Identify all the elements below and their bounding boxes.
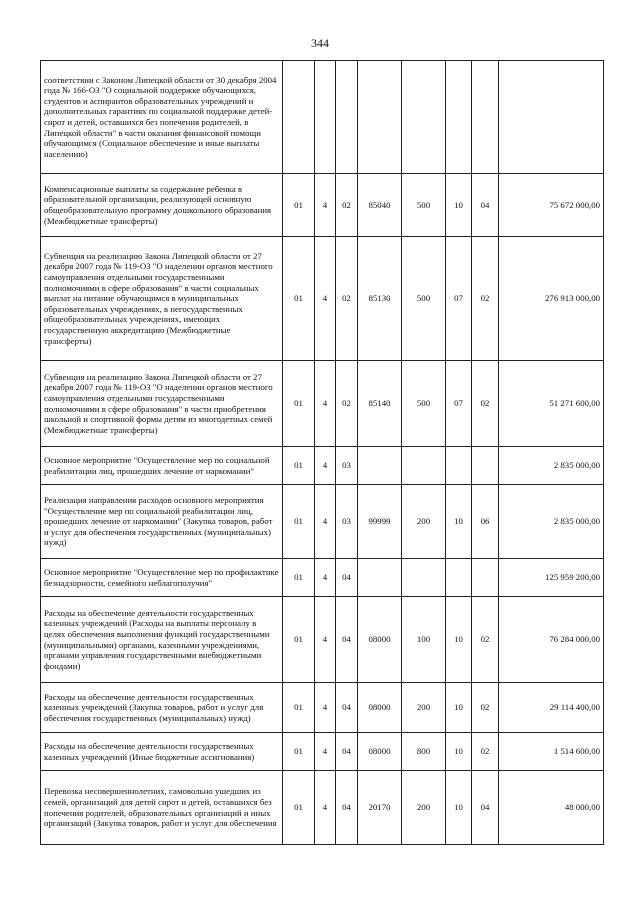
row-description: Основное мероприятие "Осуществление мер по социальной реабилитации лиц, прошедших лечение от наркомании" <box>41 447 283 485</box>
table-row <box>41 597 604 683</box>
expense-type-code: 500 <box>402 174 446 237</box>
program-code: 01 <box>283 447 315 485</box>
subsection-code: 02 <box>472 733 499 771</box>
table-row <box>41 61 604 174</box>
activity-code: 03 <box>336 447 358 485</box>
expense-type-code: 800 <box>402 733 446 771</box>
section-code <box>446 447 472 485</box>
section-code: 07 <box>446 237 472 361</box>
row-description: Расходы на обеспечение деятельности государственных казенных учреждений (Иные бюджетные ассигнования) <box>41 733 283 771</box>
amount-value: 2 835 000,00 <box>499 485 604 559</box>
table-row <box>41 733 604 771</box>
section-code: 10 <box>446 683 472 733</box>
subsection-code: 04 <box>472 174 499 237</box>
amount-value: 29 114 400,00 <box>499 683 604 733</box>
amount-value <box>499 61 604 174</box>
amount-value: 48 000,00 <box>499 771 604 845</box>
subprogram-code: 4 <box>315 733 336 771</box>
expense-type-code: 500 <box>402 361 446 447</box>
table-row <box>41 447 604 485</box>
subsection-code: 02 <box>472 237 499 361</box>
expense-type-code: 100 <box>402 597 446 683</box>
activity-code: 04 <box>336 683 358 733</box>
activity-code: 02 <box>336 174 358 237</box>
amount-value: 1 514 600,00 <box>499 733 604 771</box>
program-code: 01 <box>283 237 315 361</box>
activity-code: 03 <box>336 485 358 559</box>
table-row <box>41 559 604 597</box>
activity-code: 04 <box>336 559 358 597</box>
section-code: 10 <box>446 485 472 559</box>
subprogram-code: 4 <box>315 447 336 485</box>
program-code: 01 <box>283 361 315 447</box>
subprogram-code: 4 <box>315 559 336 597</box>
subprogram-code: 4 <box>315 361 336 447</box>
section-code <box>446 61 472 174</box>
expense-type-code: 200 <box>402 771 446 845</box>
subsection-code: 02 <box>472 597 499 683</box>
row-description: Реализация направления расходов основного мероприятия "Осуществление мер по социальной реабилитации лиц, прошедших лечение от наркомании" (Закупка товаров, работ и услуг для обеспечения государственных (муниципальных) нужд) <box>41 485 283 559</box>
activity-code: 04 <box>336 733 358 771</box>
expense-type-code: 500 <box>402 237 446 361</box>
program-code: 01 <box>283 485 315 559</box>
program-code: 01 <box>283 683 315 733</box>
subprogram-code: 4 <box>315 597 336 683</box>
direction-code <box>358 61 402 174</box>
row-description: Расходы на обеспечение деятельности государственных казенных учреждений (Расходы на выплаты персоналу в целях обеспечения выполнения функций государственными (муниципальными) органами, казенными учреждениями, органами управления государственными внебюджетными фондами) <box>41 597 283 683</box>
expense-type-code <box>402 61 446 174</box>
expense-type-code: 200 <box>402 683 446 733</box>
row-description: Компенсационные выплаты за содержание ребенка в образовательной организации, реализующей основную общеобразовательную программу дошкольного образования (Межбюджетные трансферты) <box>41 174 283 237</box>
expense-type-code <box>402 447 446 485</box>
table-row <box>41 237 604 361</box>
direction-code: 85040 <box>358 174 402 237</box>
table-row <box>41 361 604 447</box>
row-description: Перевозка несовершеннолетних, самовольно ушедших из семей, организаций для детей сирот и детей, оставшихся без попечения родителей, образовательных организаций и иных организаций (Закупка товаров, работ и услуг для обеспечения <box>41 771 283 845</box>
amount-value: 75 672 000,00 <box>499 174 604 237</box>
section-code <box>446 559 472 597</box>
subsection-code <box>472 559 499 597</box>
direction-code: 85130 <box>358 237 402 361</box>
subsection-code: 02 <box>472 361 499 447</box>
direction-code: 20170 <box>358 771 402 845</box>
amount-value: 2 835 000,00 <box>499 447 604 485</box>
activity-code: 04 <box>336 597 358 683</box>
activity-code: 04 <box>336 771 358 845</box>
subprogram-code <box>315 61 336 174</box>
direction-code: 85140 <box>358 361 402 447</box>
section-code: 10 <box>446 597 472 683</box>
program-code: 01 <box>283 771 315 845</box>
activity-code: 02 <box>336 361 358 447</box>
subprogram-code: 4 <box>315 485 336 559</box>
direction-code <box>358 559 402 597</box>
row-description: Субвенция на реализацию Закона Липецкой области от 27 декабря 2007 года № 119-ОЗ "О наделении органов местного самоуправления отдельными государственными полномочиями в сфере образования" в части социальных выплат на питание обучающимся в муниципальных образовательных учреждениях, в негосударственных общеобразовательных учреждениях, имеющих государственную аккредитацию (Межбюджетные трансферты) <box>41 237 283 361</box>
subsection-code <box>472 447 499 485</box>
section-code: 10 <box>446 174 472 237</box>
direction-code: 08000 <box>358 733 402 771</box>
table-row <box>41 485 604 559</box>
direction-code <box>358 447 402 485</box>
direction-code: 08000 <box>358 683 402 733</box>
program-code: 01 <box>283 733 315 771</box>
section-code: 10 <box>446 733 472 771</box>
subsection-code: 04 <box>472 771 499 845</box>
amount-value: 51 271 600,00 <box>499 361 604 447</box>
subprogram-code: 4 <box>315 771 336 845</box>
page-number: 344 <box>311 36 329 50</box>
amount-value: 276 913 000,00 <box>499 237 604 361</box>
activity-code <box>336 61 358 174</box>
table-row <box>41 174 604 237</box>
table-row <box>41 683 604 733</box>
amount-value: 125 959 200,00 <box>499 559 604 597</box>
subprogram-code: 4 <box>315 683 336 733</box>
budget-table <box>40 60 604 845</box>
direction-code: 08000 <box>358 597 402 683</box>
section-code: 10 <box>446 771 472 845</box>
program-code: 01 <box>283 174 315 237</box>
program-code <box>283 61 315 174</box>
expense-type-code: 200 <box>402 485 446 559</box>
direction-code: 99999 <box>358 485 402 559</box>
amount-value: 76 284 000,00 <box>499 597 604 683</box>
row-description: Субвенция на реализацию Закона Липецкой области от 27 декабря 2007 года № 119-ОЗ "О наделении органов местного самоуправления отдельными государственными полномочиями в сфере образования" в части приобретения школьной и спортивной формы детям из многодетных семей (Межбюджетные трансферты) <box>41 361 283 447</box>
row-description: Основное мероприятие "Осуществление мер по профилактике безнадзорности, семейного неблагополучия" <box>41 559 283 597</box>
section-code: 07 <box>446 361 472 447</box>
subprogram-code: 4 <box>315 174 336 237</box>
table-row <box>41 771 604 845</box>
subsection-code: 06 <box>472 485 499 559</box>
activity-code: 02 <box>336 237 358 361</box>
subsection-code: 02 <box>472 683 499 733</box>
subsection-code <box>472 61 499 174</box>
subprogram-code: 4 <box>315 237 336 361</box>
program-code: 01 <box>283 559 315 597</box>
row-description: соответствии с Законом Липецкой области от 30 декабря 2004 года № 166-ОЗ "О социальной поддержке обучающихся, студентов и аспирантов образовательных учреждений и дополнительных гарантиях по социальной поддержке детей-сирот и детей, оставшихся без попечения родителей, в Липецкой области" в части оказания финансовой помощи обучающимся (Социальное обеспечение и иные выплаты населению) <box>41 61 283 174</box>
expense-type-code <box>402 559 446 597</box>
program-code: 01 <box>283 597 315 683</box>
row-description: Расходы на обеспечение деятельности государственных казенных учреждений (Закупка товаров, работ и услуг для обеспечения государственных (муниципальных) нужд) <box>41 683 283 733</box>
